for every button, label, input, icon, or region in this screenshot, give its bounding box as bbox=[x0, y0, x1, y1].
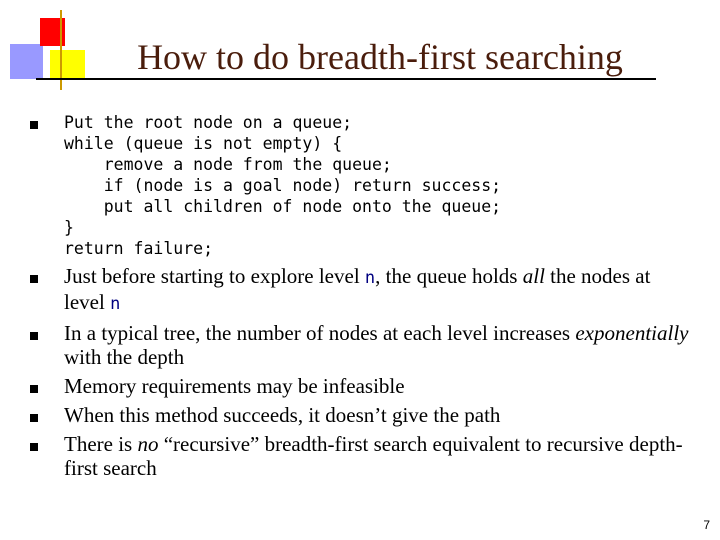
bullet-text: , the queue holds bbox=[375, 264, 523, 288]
bullet-recursive bbox=[30, 432, 690, 480]
code-line: Put the root node on a queue; bbox=[64, 113, 353, 132]
bullet-text: with the depth bbox=[64, 345, 185, 369]
page-number: 7 bbox=[703, 518, 710, 532]
bullet-marker bbox=[30, 121, 38, 129]
bullet-marker bbox=[30, 275, 38, 283]
emphasis-text: exponentially bbox=[575, 321, 689, 345]
code-line: remove a node from the queue; bbox=[64, 155, 392, 174]
slide-title-text: How to do breadth-first searching bbox=[137, 37, 623, 77]
bullet-level-n bbox=[30, 264, 690, 316]
code-term: n bbox=[110, 294, 121, 314]
bullet-text: “recursive” breadth-first search equivalent to recursive depth-first search bbox=[64, 432, 683, 480]
bullet-text: There is bbox=[64, 432, 138, 456]
code-line: } bbox=[64, 218, 74, 237]
bullet-code-block bbox=[30, 112, 690, 259]
emphasis-text: all bbox=[522, 264, 545, 288]
emphasis-text: no bbox=[137, 432, 159, 456]
bullet-exponential bbox=[30, 321, 690, 369]
bullet-text: the nodes at level bbox=[64, 264, 651, 314]
code-line: while (queue is not empty) { bbox=[64, 134, 343, 153]
bullet-marker bbox=[30, 443, 38, 451]
bullet-list bbox=[30, 112, 690, 480]
bullet-no-path bbox=[30, 403, 690, 427]
bullet-text: Memory requirements may be infeasible bbox=[64, 374, 405, 398]
code-line: return failure; bbox=[64, 239, 214, 258]
bullet-memory bbox=[30, 374, 690, 398]
code-line: if (node is a goal node) return success; bbox=[64, 176, 502, 195]
bullet-marker bbox=[30, 414, 38, 422]
code-term: n bbox=[364, 268, 376, 288]
bullet-text: In a typical tree, the number of nodes at each level increases bbox=[64, 321, 576, 345]
bullet-text: Just before starting to explore level bbox=[64, 264, 365, 288]
bullet-marker bbox=[30, 332, 38, 340]
code-line: put all children of node onto the queue; bbox=[64, 197, 502, 216]
slide-title bbox=[0, 34, 720, 80]
bullet-marker bbox=[30, 385, 38, 393]
bullet-text: When this method succeeds, it doesn’t give the path bbox=[64, 403, 501, 427]
